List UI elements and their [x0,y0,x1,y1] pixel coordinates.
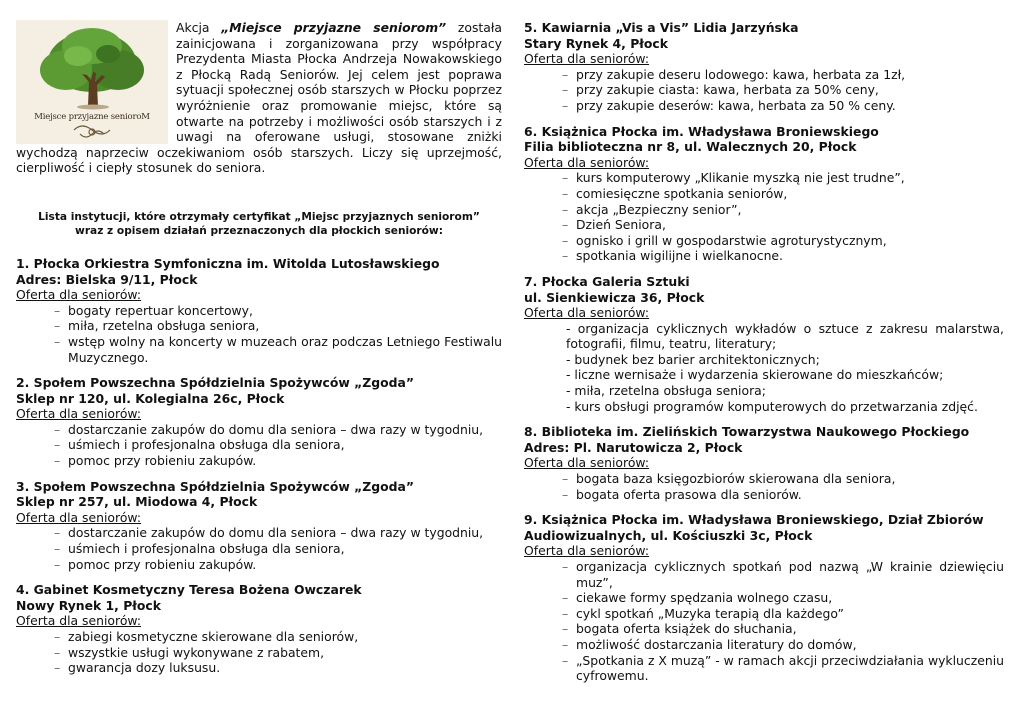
offer-item-text: – pomoc przy robieniu zakupów. [68,453,257,469]
offer-label: Oferta dla seniorów: [524,305,650,321]
offer-item-text: – spotkania wigilijne i wielkanocne. [576,248,783,264]
offer-item [16,645,502,661]
entry-name: 4. Gabinet Kosmetyczny Teresa Bożena Owczarek [16,582,362,598]
list-title-line-1: Lista instytucji, które otrzymały certyfikat „Miejsc przyjaznych seniorom” [38,210,480,223]
offer-item [524,352,1004,368]
entry-name: 9. Książnica Płocka im. Władysława Broniewskiego, Dział Zbiorów Audiowizualnych, ul. Kościuszki 3c, Płock [524,512,984,543]
offer-item-text: – bogata baza księgozbiorów skierowana dla seniora, [576,471,896,487]
offer-item-text: – kurs komputerowy „Klikanie myszką nie jest trudne”, [576,170,905,186]
list-title-line-2: wraz z opisem działań przeznaczonych dla płockich seniorów: [75,224,443,237]
offer-item [524,383,1004,399]
offer-item [16,334,502,365]
offer-item-text: – dostarczanie zakupów do domu dla seniora – dwa razy w tygodniu, [68,525,484,541]
logo-caption: Miejsce przyjazne senioroM [34,112,150,122]
offer-label: Oferta dla seniorów: [524,455,650,471]
offer-item-text: – uśmiech i profesjonalna obsługa dla seniora, [68,541,345,557]
left-column [16,20,502,686]
offer-item-text: – bogata oferta książek do słuchania, [576,621,797,637]
offer-item [524,653,1004,684]
entry-2 [16,375,502,469]
offer-label: Oferta dla seniorów: [16,406,142,422]
offer-item [524,637,1004,653]
offer-item [524,202,1004,218]
offer-item [16,422,502,438]
offer-item-text: – zabiegi kosmetyczne skierowane dla seniorów, [68,629,359,644]
entry-7 [524,274,1004,414]
offer-item-text: – akcja „Bezpieczny senior”, [576,201,742,217]
entry-address: Stary Rynek 4, Płock [524,35,668,51]
offer-list [16,629,502,676]
campaign-name: „Miejsce przyjazne seniorom” [221,20,447,35]
offer-item [524,487,1004,503]
offer-label: Oferta dla seniorów: [524,154,650,170]
offer-list [16,303,502,365]
offer-list [524,321,1004,415]
offer-item-text: - miła, rzetelna obsługa seniora; [566,383,766,399]
entry-3 [16,479,502,573]
offer-label: Oferta dla seniorów: [524,51,650,67]
offer-item-text: - budynek bez barier architektonicznych; [566,351,820,367]
offer-item-text: – comiesięczne spotkania seniorów, [576,185,788,201]
entry-address: Sklep nr 120, ul. Kolegialna 26c, Płock [16,390,285,406]
offer-item [524,621,1004,637]
offer-item [524,170,1004,186]
offer-item [16,557,502,573]
offer-item-text: – wszystkie usługi wykonywane z rabatem, [68,644,325,660]
entry-name: 5. Kawiarnia „Vis a Vis” Lidia Jarzyńska [524,20,799,35]
offer-item-text: – uśmiech i profesjonalna obsługa dla seniora, [68,437,345,453]
offer-item-text: – możliwość dostarczania literatury do domów, [576,636,857,652]
offer-item [524,233,1004,249]
entry-6 [524,124,1004,264]
offer-item [16,629,502,645]
offer-item [16,303,502,319]
left-entries [16,256,502,676]
right-column [524,20,1004,694]
entry-name: 6. Książnica Płocka im. Władysława Broniewskiego [524,123,879,139]
offer-item [524,186,1004,202]
offer-item [524,248,1004,264]
offer-list [16,525,502,572]
offer-item-text: – przy zakupie deseru lodowego: kawa, herbata za 1zł, [576,66,906,82]
offer-item-text: – ognisko i grill w gospodarstwie agroturystycznym, [576,232,887,248]
offer-item-text: – gwarancja dozy luksusu. [68,660,221,676]
offer-item [524,217,1004,233]
offer-item-text: – przy zakupie ciasta: kawa, herbata za 50% ceny, [576,82,879,98]
offer-item [524,559,1004,590]
offer-item [524,606,1004,622]
offer-item-text: – bogaty repertuar koncertowy, [68,302,253,318]
offer-list [16,422,502,469]
offer-item-text: - liczne wernisaże i wydarzenia skierowane do mieszkańców; [566,367,944,383]
offer-item [524,98,1004,114]
entry-1 [16,256,502,365]
entry-name: 1. Płocka Orkiestra Symfoniczna im. Witolda Lutosławskiego [16,255,440,271]
offer-item [524,367,1004,383]
offer-item-text: – pomoc przy robieniu zakupów. [68,556,257,572]
offer-item [524,399,1004,415]
offer-label: Oferta dla seniorów: [524,543,650,559]
offer-item [16,437,502,453]
entry-name: 3. Społem Powszechna Spółdzielnia Spożywców „Zgoda” [16,478,415,494]
entry-name: 2. Społem Powszechna Spółdzielnia Spożywców „Zgoda” [16,375,415,391]
offer-item [524,82,1004,98]
intro-prefix: Akcja [176,20,222,35]
offer-item [524,590,1004,606]
offer-label: Oferta dla seniorów: [16,509,142,525]
entry-4 [16,582,502,676]
entry-address: Filia biblioteczna nr 8, ul. Walecznych 20, Płock [524,139,857,155]
intro-text: została zainicjowana i zorganizowana przy współpracy Prezydenta Miasta Płocka Andrzeja Nowakowskiego z Płocką Radą Seniorów. Jej celem jest poprawa sytuacji społecznej osób starszych w Płocku poprzez wyróżnienie oraz promowanie miejsc, które są otwarte na potrzeby i możliwości osób starszych i z uwagi na oferowane usługi, stosowane zniżki wychodzą naprzeciw oczekiwaniom osób starszych. Liczy się uprzejmość, cierpliwość i ciepły stosunek do seniora. [16,20,502,176]
entry-address: ul. Sienkiewicza 36, Płock [524,289,705,305]
offer-item [16,318,502,334]
offer-item-text: – Dzień Seniora, [576,217,666,233]
offer-item [16,453,502,469]
entry-address: Nowy Rynek 1, Płock [16,597,161,613]
offer-item-text: – cykl spotkań „Muzyka terapią dla każdego” [576,605,844,621]
entry-address: Adres: Bielska 9/11, Płock [16,271,198,287]
entry-5 [524,20,1004,114]
campaign-logo [16,20,168,144]
offer-item-text: – dostarczanie zakupów do domu dla seniora – dwa razy w tygodniu, [68,421,484,437]
offer-item-text: – ciekawe formy spędzania wolnego czasu, [576,590,833,606]
entry-9 [524,512,1004,684]
offer-item-text: – przy zakupie deserów: kawa, herbata za 50 % ceny. [576,97,896,113]
offer-label: Oferta dla seniorów: [16,287,142,303]
entry-name: 8. Biblioteka im. Zielińskich Towarzystwa Naukowego Płockiego [524,424,970,440]
offer-list [524,170,1004,264]
offer-item-text: - kurs obsługi programów komputerowych do przetwarzania zdjęć. [566,398,978,414]
offer-item [16,660,502,676]
right-entries [524,20,1004,684]
list-title [16,210,502,238]
offer-item-text: – miła, rzetelna obsługa seniora, [68,318,260,334]
entry-address: Sklep nr 257, ul. Miodowa 4, Płock [16,494,258,510]
entry-address: Adres: Pl. Narutowicza 2, Płock [524,439,743,455]
offer-item-text: – bogata oferta prasowa dla seniorów. [576,486,802,502]
offer-item [524,471,1004,487]
offer-item [524,67,1004,83]
offer-item-text: – wstęp wolny na koncerty w muzeach oraz podczas Letniego Festiwalu Muzycznego. [68,333,502,365]
offer-item [16,525,502,541]
offer-item [16,541,502,557]
offer-item-text: – organizacja cyklicznych spotkań pod nazwą „W krainie dziewięciu muz”, [576,559,1004,590]
offer-list [524,471,1004,502]
offer-item-text: – „Spotkania z X muzą” - w ramach akcji przeciwdziałania wykluczeniu cyfrowemu. [576,652,1004,684]
offer-item [524,321,1004,352]
offer-item-text: - organizacja cyklicznych wykładów o sztuce z zakresu malarstwa, fotografii, filmu, teatru, literatury; [566,320,1004,352]
entry-name: 7. Płocka Galeria Sztuki [524,273,690,289]
offer-label: Oferta dla seniorów: [16,613,142,629]
offer-list [524,67,1004,114]
entry-8 [524,424,1004,502]
offer-list [524,559,1004,684]
